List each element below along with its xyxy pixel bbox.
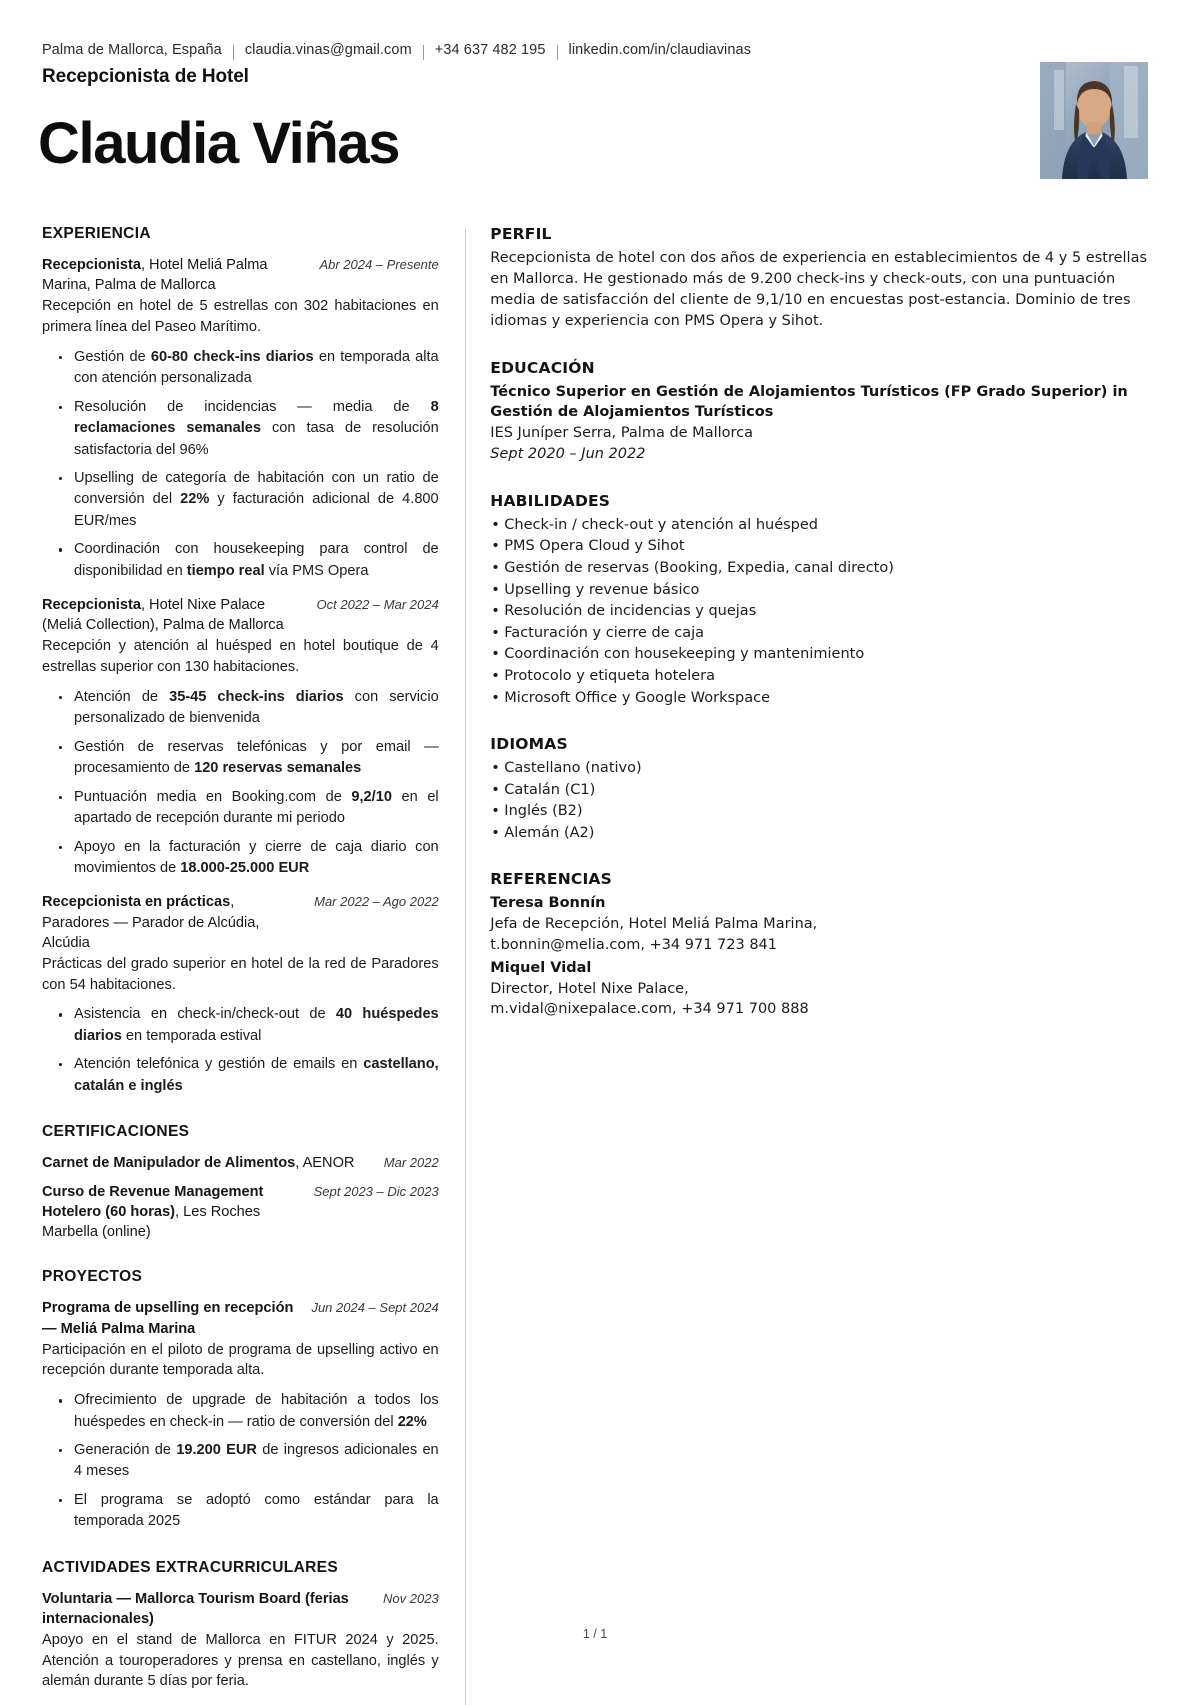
- contact-separator: [233, 45, 234, 60]
- bullet-item: Ofrecimiento de upgrade de habitación a todos los huéspedes en check-in — ratio de conversión del 22%: [72, 1390, 439, 1433]
- entry-bullets: [42, 1004, 439, 1097]
- language-item: • Catalán (C1): [490, 780, 1148, 801]
- job-title: Recepcionista de Hotel: [42, 66, 249, 87]
- skill-item: • Facturación y cierre de caja: [490, 623, 1148, 644]
- extracurricular-title: Voluntaria — Mallorca Tourism Board (ferias internacionales): [42, 1590, 349, 1627]
- bullet-item: Puntuación media en Booking.com de 9,2/10 en el apartado de recepción durante mi periodo: [72, 787, 439, 830]
- section-heading-languages: IDIOMAS: [490, 735, 568, 754]
- language-item: • Alemán (A2): [490, 823, 1148, 844]
- skill-item: • Upselling y revenue básico: [490, 580, 1148, 601]
- project-title: Programa de upselling en recepción — Meliá Palma Marina: [42, 1300, 294, 1337]
- entry-bullets: [42, 347, 439, 582]
- skill-item: • PMS Opera Cloud y Sihot: [490, 536, 1148, 557]
- profile-text: Recepcionista de hotel con dos años de experiencia en establecimientos de 4 y 5 estrellas en Mallorca. He gestionado más de 9.200 check-ins y check-outs, con una puntuación media de satisfacción del cliente de 9,1/10 en encuestas post-estancia. Dominio de tres idiomas y experiencia con PMS Opera y Sihot.: [490, 250, 1148, 329]
- experience-entry: [42, 892, 439, 1097]
- reference-role: Director, Hotel Nixe Palace,: [490, 980, 689, 997]
- reference-entry: [490, 958, 1148, 1020]
- extracurricular-description: Apoyo en el stand de Mallorca en FITUR 2024 y 2025. Atención a touroperadores y prensa en castellano, inglés y alemán durante 5 días por feria.: [42, 1632, 439, 1690]
- education-dates: Sept 2020 – Jun 2022: [490, 446, 646, 462]
- entry-bullets: [42, 687, 439, 880]
- entry-header: [42, 255, 439, 295]
- contact-phone[interactable]: +34 637 482 195: [434, 42, 546, 58]
- section-heading-experience: EXPERIENCIA: [42, 225, 151, 243]
- profile-photo-image: [1040, 62, 1148, 179]
- bullet-item: Upselling de categoría de habitación con un ratio de conversión del 22% y facturación adicional de 4.800 EUR/mes: [72, 468, 439, 532]
- skill-item: • Protocolo y etiqueta hotelera: [490, 666, 1148, 687]
- extracurricular-header: [42, 1589, 439, 1629]
- reference-name: Teresa Bonnín: [490, 895, 606, 912]
- skill-item: • Gestión de reservas (Booking, Expedia, canal directo): [490, 558, 1148, 579]
- entry-header: [42, 892, 439, 952]
- references-list: [490, 893, 1148, 1020]
- entry-description: Recepción y atención al huésped en hotel boutique de 4 estrellas superior con 130 habitaciones.: [42, 638, 439, 676]
- section-heading-references: REFERENCIAS: [490, 870, 612, 889]
- bullet-item: Asistencia en check-in/check-out de 40 huéspedes diarios en temporada estival: [72, 1004, 439, 1047]
- bullet-item: Generación de 19.200 EUR de ingresos adicionales en 4 meses: [72, 1440, 439, 1483]
- contact-separator: [423, 45, 424, 60]
- project-bullets: [42, 1390, 439, 1533]
- certification-date: Sept 2023 – Dic 2023: [313, 1184, 439, 1200]
- contact-linkedin[interactable]: linkedin.com/in/claudiavinas: [568, 42, 752, 58]
- skills-list: [490, 515, 1148, 708]
- projects-list: [42, 1298, 439, 1532]
- entry-description: Prácticas del grado superior en hotel de la red de Paradores con 54 habitaciones.: [42, 955, 439, 993]
- language-item: • Castellano (nativo): [490, 758, 1148, 779]
- section-heading-education: EDUCACIÓN: [490, 358, 595, 377]
- education-school: IES Juníper Serra, Palma de Mallorca: [490, 425, 754, 442]
- entry-title: Recepcionista, Hotel Nixe Palace (Meliá Collection), Palma de Mallorca: [42, 597, 284, 634]
- reference-contact: t.bonnin@melia.com, +34 971 723 841: [490, 937, 778, 953]
- contact-email[interactable]: claudia.vinas@gmail.com: [244, 42, 412, 58]
- experience-entry: [42, 255, 439, 582]
- project-date: Jun 2024 – Sept 2024: [311, 1300, 439, 1316]
- skill-item: • Resolución de incidencias y quejas: [490, 601, 1148, 622]
- body-columns: [42, 225, 1148, 1705]
- education-degree: Técnico Superior en Gestión de Alojamientos Turísticos (FP Grado Superior) in Gestión de Alojamientos Turísticos: [490, 383, 1128, 421]
- bullet-item: Coordinación con housekeeping para control de disponibilidad en tiempo real vía PMS Opera: [72, 539, 439, 582]
- experience-entry: [42, 595, 439, 879]
- page-indicator: 1 / 1: [582, 1627, 608, 1641]
- entry-title: Recepcionista en prácticas, Paradores — Parador de Alcúdia, Alcúdia: [42, 894, 260, 951]
- entry-header: [42, 595, 439, 635]
- contact-location: Palma de Mallorca, España: [42, 42, 222, 58]
- certification-date: Mar 2022: [383, 1154, 439, 1170]
- profile-photo: [1040, 62, 1148, 179]
- skill-item: • Check-in / check-out y atención al huésped: [490, 515, 1148, 536]
- bullet-item: El programa se adoptó como estándar para la temporada 2025: [72, 1490, 439, 1533]
- bullet-item: Resolución de incidencias — media de 8 reclamaciones semanales con tasa de resolución satisfactoria del 96%: [72, 397, 439, 461]
- candidate-name: Claudia Viñas: [38, 111, 400, 176]
- project-header: [42, 1298, 439, 1338]
- project-entry: [42, 1298, 439, 1532]
- entry-date: Abr 2024 – Presente: [319, 257, 439, 273]
- certification-title: Carnet de Manipulador de Alimentos, AENOR: [42, 1154, 355, 1171]
- entry-description: Recepción en hotel de 5 estrellas con 302 habitaciones en primera línea del Paseo Marítimo.: [42, 298, 439, 336]
- skill-item: • Coordinación con housekeeping y mantenimiento: [490, 644, 1148, 665]
- certification-entry: [42, 1182, 439, 1242]
- right-column: [465, 225, 1148, 1020]
- section-heading-skills: HABILIDADES: [490, 491, 611, 510]
- section-heading-profile: PERFIL: [490, 225, 552, 244]
- project-description: Participación en el piloto de programa de upselling activo en recepción durante temporada alta.: [42, 1341, 439, 1379]
- experience-list: [42, 255, 439, 1097]
- contact-line: [42, 42, 1148, 58]
- reference-role: Jefa de Recepción, Hotel Meliá Palma Marina,: [490, 916, 818, 933]
- bullet-item: Atención de 35-45 check-ins diarios con servicio personalizado de bienvenida: [72, 687, 439, 730]
- section-heading-projects: PROYECTOS: [42, 1268, 143, 1286]
- bullet-item: Apoyo en la facturación y cierre de caja diario con movimientos de 18.000-25.000 EUR: [72, 837, 439, 880]
- language-item: • Inglés (B2): [490, 801, 1148, 822]
- certifications-list: [42, 1153, 439, 1243]
- skill-item: • Microsoft Office y Google Workspace: [490, 688, 1148, 709]
- section-heading-certifications: CERTIFICACIONES: [42, 1122, 190, 1140]
- left-column: [42, 225, 465, 1705]
- extracurricular-date: Nov 2023: [383, 1590, 439, 1606]
- entry-date: Mar 2022 – Ago 2022: [314, 894, 439, 910]
- bullet-item: Gestión de reservas telefónicas y por email — procesamiento de 120 reservas semanales: [72, 737, 439, 780]
- certification-entry: [42, 1153, 439, 1173]
- languages-list: [490, 758, 1148, 843]
- entry-title: Recepcionista, Hotel Meliá Palma Marina, Palma de Mallorca: [42, 257, 268, 294]
- reference-name: Miquel Vidal: [490, 959, 592, 976]
- section-heading-extracurricular: ACTIVIDADES EXTRACURRICULARES: [42, 1558, 339, 1576]
- entry-date: Oct 2022 – Mar 2024: [316, 597, 439, 613]
- certification-title: Curso de Revenue Management Hotelero (60 horas), Les Roches Marbella (online): [42, 1184, 264, 1241]
- contact-separator: [557, 45, 558, 60]
- bullet-item: Gestión de 60-80 check-ins diarios en temporada alta con atención personalizada: [72, 347, 439, 390]
- reference-contact: m.vidal@nixepalace.com, +34 971 700 888: [490, 1001, 809, 1018]
- reference-entry: [490, 893, 1148, 955]
- bullet-item: Atención telefónica y gestión de emails en castellano, catalán e inglés: [72, 1054, 439, 1097]
